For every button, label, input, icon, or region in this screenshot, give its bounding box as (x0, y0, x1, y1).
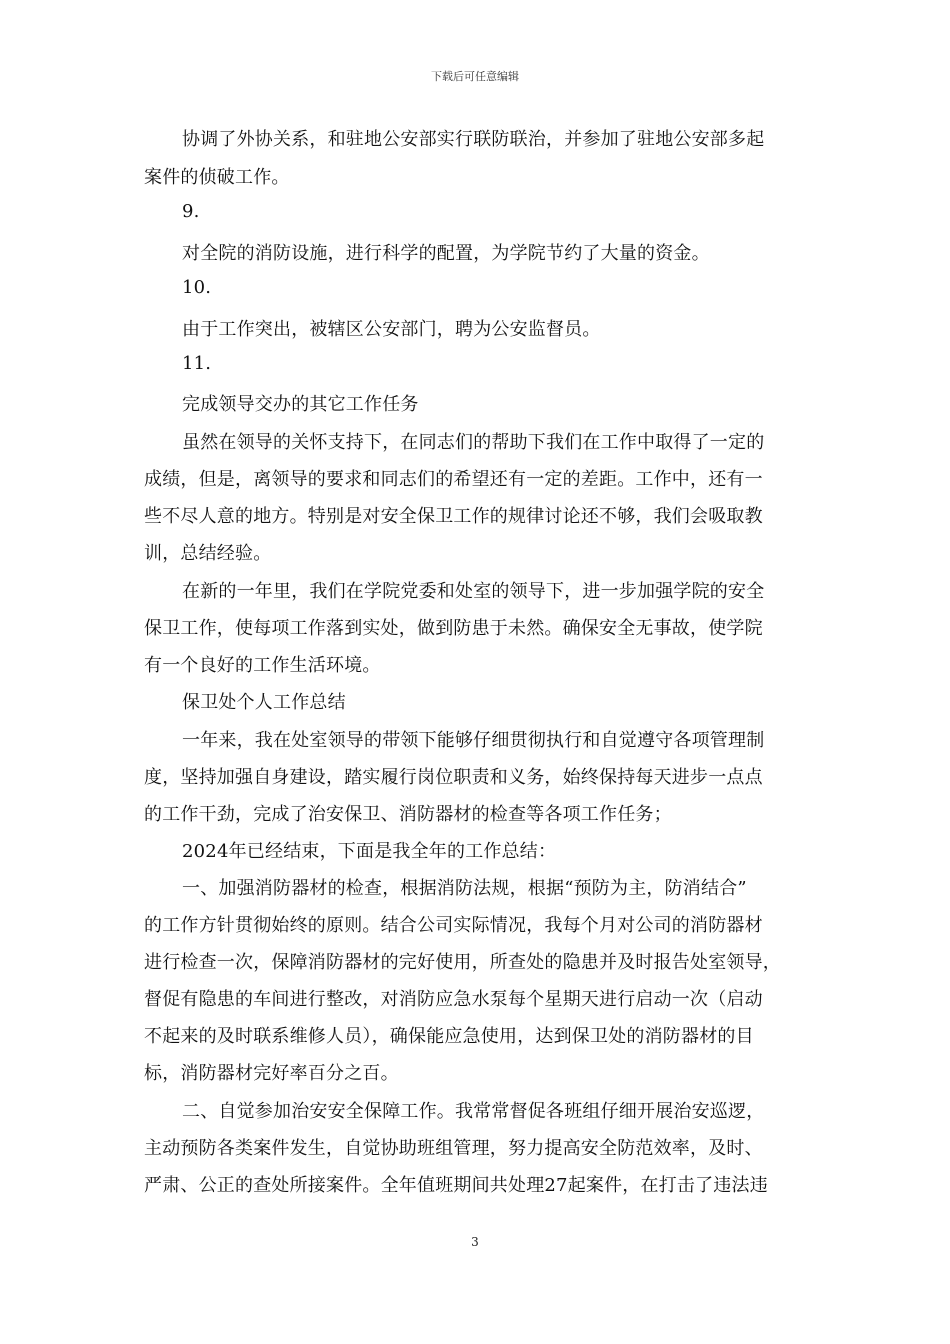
text-line: 二、自觉参加治安安全保障工作。我常常督促各班组仔细开展治安巡逻， (182, 1101, 765, 1122)
text-line: 有一个良好的工作生活环境。 (144, 655, 381, 676)
text-line: 由于工作突出，被辖区公安部门，聘为公安监督员。 (182, 319, 601, 340)
text-line: 标，消防器材完好率百分之百。 (144, 1063, 399, 1084)
text-line: 督促有隐患的车间进行整改，对消防应急水泵每个星期天进行启动一次（启动 (144, 989, 763, 1010)
text-line: 2024年已经结束，下面是我全年的工作总结： (182, 841, 557, 862)
text-line: 协调了外协关系，和驻地公安部实行联防联治，并参加了驻地公安部多起 (182, 129, 765, 150)
page-number: 3 (471, 1235, 479, 1249)
page-header: 下载后可任意编辑 (431, 70, 519, 83)
text-line: 的工作方针贯彻始终的原则。结合公司实际情况，我每个月对公司的消防器材 (144, 915, 763, 936)
text-line: 的工作干劲，完成了治安保卫、消防器材的检查等各项工作任务； (144, 804, 672, 825)
text-line: 完成领导交办的其它工作任务 (182, 394, 419, 415)
text-line: 虽然在领导的关怀支持下，在同志们的帮助下我们在工作中取得了一定的 (182, 432, 765, 453)
text-line: 对全院的消防设施，进行科学的配置，为学院节约了大量的资金。 (182, 243, 710, 264)
text-line: 不起来的及时联系维修人员），确保能应急使用，达到保卫处的消防器材的目 (144, 1026, 754, 1047)
text-line: 些不尽人意的地方。特别是对安全保卫工作的规律讨论还不够，我们会吸取教 (144, 506, 763, 527)
text-line: 在新的一年里，我们在学院党委和处室的领导下，进一步加强学院的安全 (182, 581, 765, 602)
text-line: 严肃、公正的查处所接案件。全年值班期间共处理27起案件，在打击了违法违 (144, 1175, 768, 1196)
text-line: 训，总结经验。 (144, 543, 272, 564)
list-number: 11. (182, 353, 212, 374)
text-line: 一、加强消防器材的检查，根据消防法规，根据“预防为主，防消结合” (182, 878, 747, 899)
text-line: 保卫工作，使每项工作落到实处，做到防患于未然。确保安全无事故，使学院 (144, 618, 763, 639)
list-number: 9. (182, 201, 200, 222)
text-line: 进行检查一次，保障消防器材的完好使用，所查处的隐患并及时报告处室领导， (144, 952, 781, 973)
text-line: 一年来，我在处室领导的带领下能够仔细贯彻执行和自觉遵守各项管理制 (182, 730, 765, 751)
list-number: 10. (182, 277, 212, 298)
text-line: 主动预防各类案件发生，自觉协助班组管理，努力提高安全防范效率，及时、 (144, 1138, 763, 1159)
text-line: 度，坚持加强自身建设，踏实履行岗位职责和义务，始终保持每天进步一点点 (144, 767, 763, 788)
text-line: 成绩，但是，离领导的要求和同志们的希望还有一定的差距。工作中，还有一 (144, 469, 763, 490)
text-line: 案件的侦破工作。 (144, 167, 290, 188)
section-heading: 保卫处个人工作总结 (182, 692, 346, 713)
